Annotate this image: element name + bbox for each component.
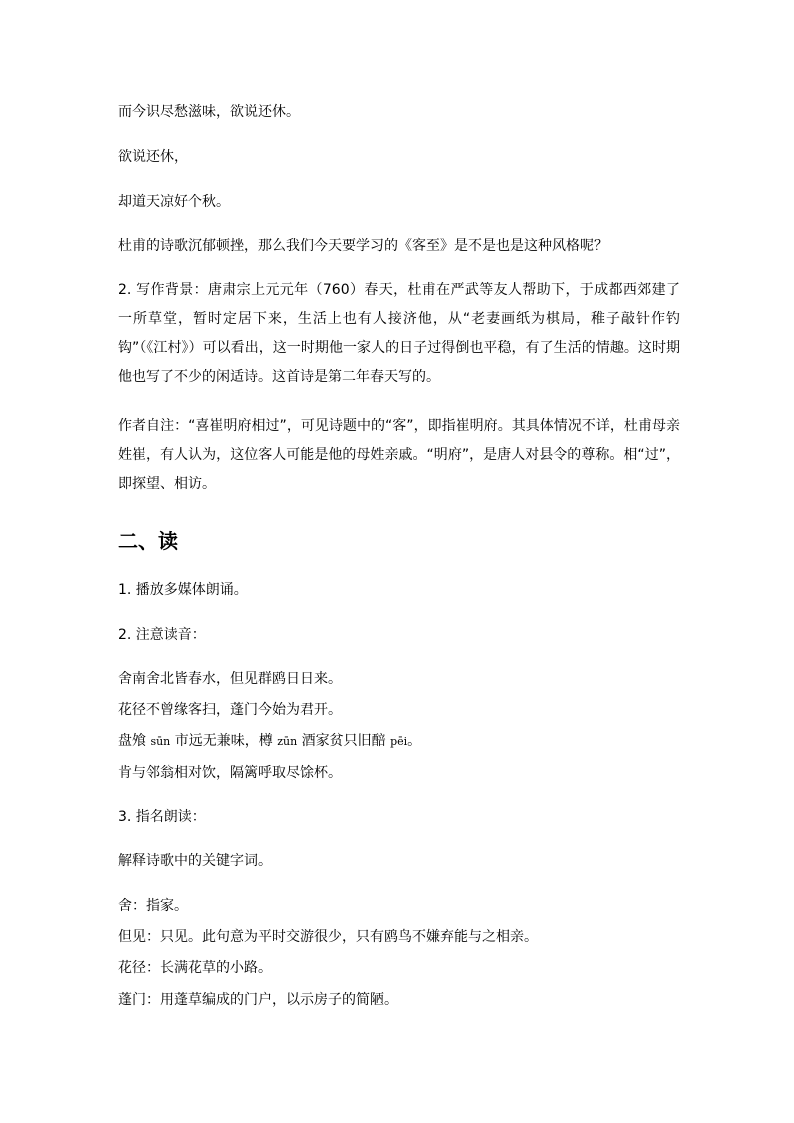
pinyin-pei: pēi <box>390 735 408 748</box>
author-note-prefix: 作者自注：“ <box>118 418 196 434</box>
poem-line-1: 舍南舍北皆春水，但见群鸥日日来。 <box>118 671 342 687</box>
poem-line-3 <box>118 731 683 752</box>
intro-line-2: 欲说还休， <box>118 149 188 165</box>
author-note-term: 明府 <box>433 447 462 463</box>
glossary-item-1: 舍：指家。 <box>118 898 188 914</box>
glossary-item-3: 花径：长满花草的小路。 <box>118 960 272 976</box>
intro-line-3: 却道天凉好个秋。 <box>118 194 230 210</box>
step-2: 2. 注意读音： <box>118 627 206 643</box>
background-paragraph: 2. 写作背景：唐肃宗上元元年（760）春天，杜甫在严武等友人帮助下，于成都西郊建了一所草堂，暂时定居下来，生活上也有人接济他，从“老妻画纸为棋局，稚子敲针作钓钩”（《江村》）可以看出，这一时期他一家人的日子过得倒也平稳，有了生活的情趣。这时期他也写了不少的闲适诗。这首诗是第二年春天写的。 <box>118 282 680 385</box>
author-note-quote: 喜崔明府相过 <box>195 418 280 434</box>
author-note-mid1: ”，可见诗题中的“客”，即指崔明府。其具体情况不详，杜甫母亲姓崔，有人认为，这位客人可能是他的母姓亲戚。“ <box>118 418 680 463</box>
poem-line-3-part-d: 。 <box>407 733 422 749</box>
poem-line-3-part-a: 盘飧 <box>118 733 151 749</box>
intro-line-1: 而今识尽愁滋味，欲说还休。 <box>118 104 300 120</box>
step-4: 解释诗歌中的关键字词。 <box>118 853 272 869</box>
poem-line-3-part-c: 酒家贫只旧醅 <box>297 733 391 749</box>
poem-line-2: 花径不曾缘客扫，蓬门今始为君开。 <box>118 702 342 718</box>
intro-line-4: 杜甫的诗歌沉郁顿挫，那么我们今天要学习的《客至》是不是也是这种风格呢？ <box>118 238 608 254</box>
glossary-item-2: 但见：只见。此句意为平时交游很少，只有鸥鸟不嫌弃能与之相亲。 <box>118 929 538 945</box>
author-note-paragraph <box>118 412 680 499</box>
step-1: 1. 播放多媒体朗诵。 <box>118 582 248 598</box>
step-3: 3. 指名朗读： <box>118 809 206 825</box>
glossary-item-4: 蓬门：用蓬草编成的门户，以示房子的简陋。 <box>118 992 398 1008</box>
section-heading: 二、读 <box>118 529 178 553</box>
author-note-mid2: ”，是唐人对县令的尊称。相“过”，即探望、相访。 <box>118 447 680 492</box>
poem-line-3-part-b: 市远无兼味，樽 <box>170 733 278 749</box>
poem-line-4: 肯与邻翁相对饮，隔篱呼取尽馀杯。 <box>118 765 342 781</box>
pinyin-sun: sūn <box>150 735 171 748</box>
pinyin-zun: zūn <box>277 735 298 748</box>
